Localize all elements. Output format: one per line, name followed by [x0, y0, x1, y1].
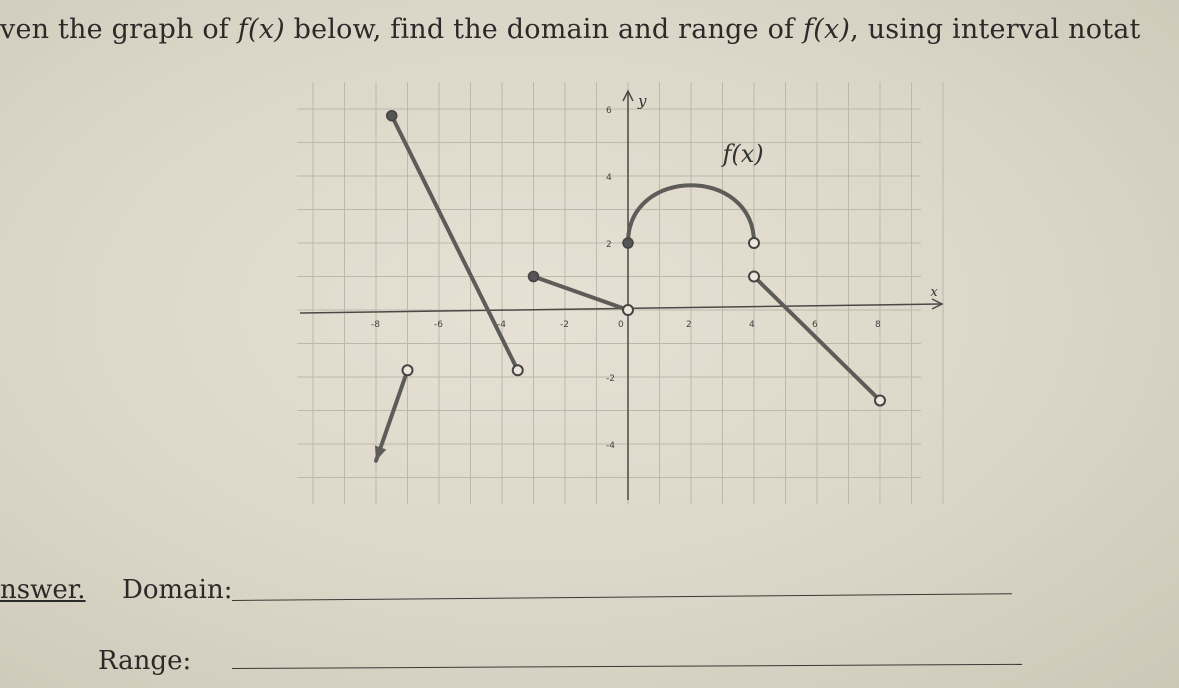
x-axis-label: x — [930, 285, 938, 300]
y-tick-label: 4 — [606, 173, 612, 183]
question-part2: below, find the domain and range of — [284, 14, 804, 45]
x-tick-label: -2 — [560, 320, 569, 330]
y-tick-label: -2 — [606, 374, 615, 384]
open-endpoint — [875, 395, 885, 405]
question-part1: ven the graph of — [0, 14, 238, 45]
question-func-1: f(x) — [237, 14, 285, 45]
y-tick-label: -4 — [606, 441, 615, 451]
closed-endpoint — [623, 238, 633, 248]
x-tick-label: 0 — [618, 320, 624, 330]
open-endpoint — [623, 305, 633, 315]
open-endpoint — [749, 238, 759, 248]
x-tick-label: 4 — [749, 320, 755, 330]
question-func-2: f(x) — [803, 14, 851, 45]
x-tick-label: -6 — [434, 320, 443, 330]
x-tick-label: -8 — [371, 320, 380, 330]
open-endpoint — [403, 365, 413, 375]
x-tick-label: -4 — [497, 320, 506, 330]
domain-label: Domain: — [122, 575, 233, 605]
axes — [300, 91, 942, 500]
x-tick-label: 8 — [875, 320, 881, 330]
question-part3: , using interval notat — [850, 14, 1141, 45]
closed-endpoint — [387, 111, 397, 121]
open-endpoint — [513, 365, 523, 375]
closed-endpoint — [529, 272, 539, 282]
open-endpoint — [749, 272, 759, 282]
answer-word: nswer. — [0, 575, 86, 605]
x-tick-label: 6 — [812, 320, 818, 330]
y-tick-label: 2 — [606, 240, 612, 250]
range-label: Range: — [98, 646, 192, 676]
y-tick-label: 6 — [606, 106, 612, 116]
curve-arrowhead — [375, 446, 386, 461]
tick-labels — [371, 106, 881, 451]
grid — [297, 82, 943, 504]
curve-segment-3 — [534, 277, 629, 311]
curve-segment-2 — [376, 370, 408, 460]
curve-label: f(x) — [722, 140, 764, 168]
x-tick-label: 2 — [686, 320, 692, 330]
y-axis-label: y — [638, 92, 647, 110]
